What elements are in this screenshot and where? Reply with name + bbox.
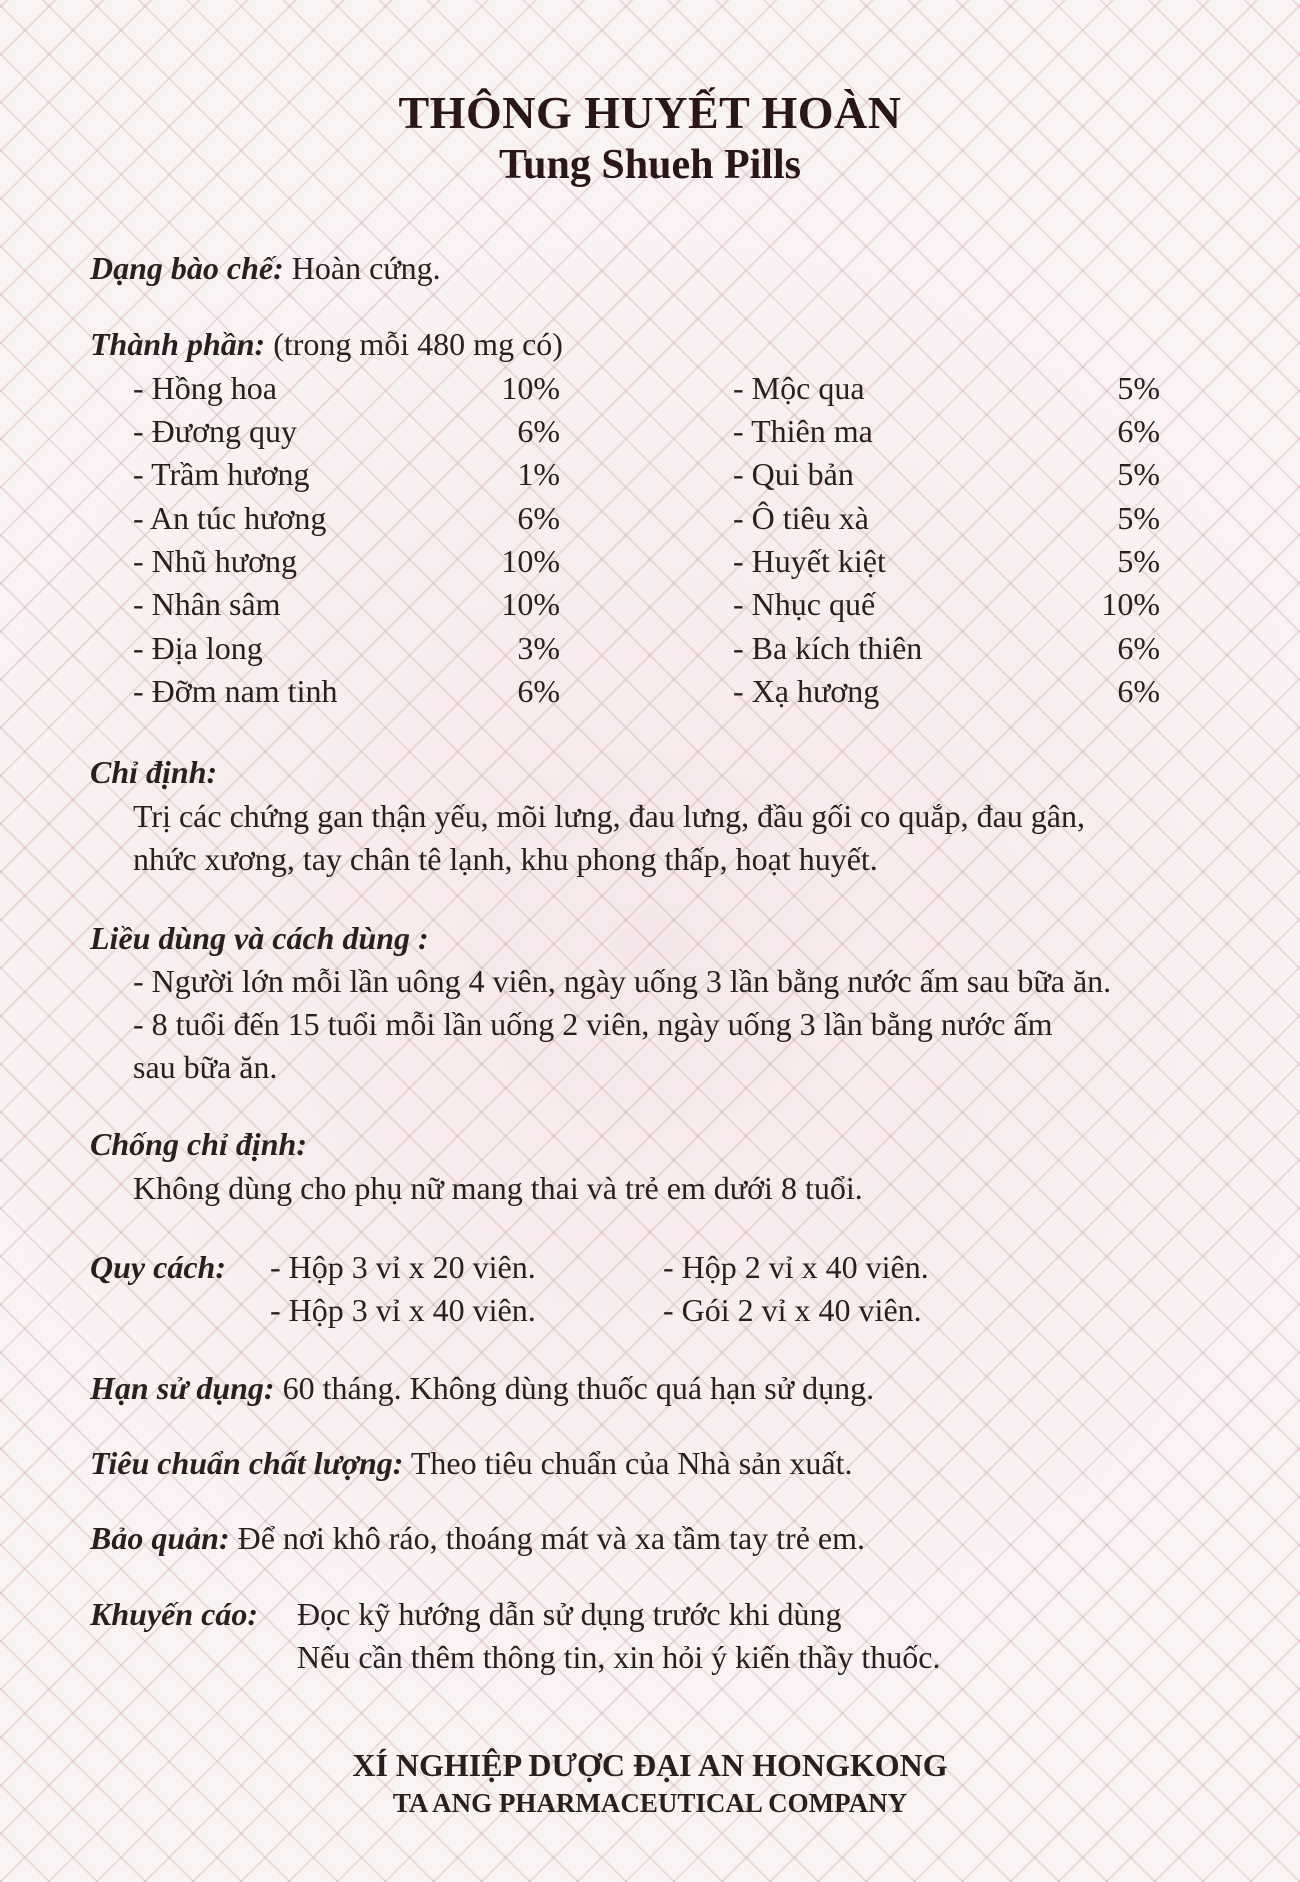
ingredient-name: - Xạ hương: [733, 673, 880, 709]
dosage-form-value: Hoàn cứng.: [291, 250, 441, 286]
ingredient-percent: 6%: [517, 673, 560, 709]
ingredient-name: - Ô tiêu xà: [733, 500, 869, 536]
ingredient-percent: 5%: [1117, 500, 1160, 536]
packaging-item: - Hộp 3 vỉ x 20 viên.: [270, 1249, 536, 1285]
ingredient-percent: 10%: [501, 586, 560, 622]
dosage-text-line: - 8 tuổi đến 15 tuổi mỗi lần uống 2 viên, ngày uống 3 lần bằng nước ấm: [133, 1006, 1053, 1042]
ingredient-name: - Qui bản: [733, 456, 854, 492]
ingredient-percent: 6%: [1117, 673, 1160, 709]
company-name-vietnamese: XÍ NGHIỆP DƯỢC ĐẠI AN HONGKONG: [352, 1747, 948, 1783]
warning-text-line: Nếu cần thêm thông tin, xin hỏi ý kiến thầy thuốc.: [297, 1639, 941, 1675]
packaging-label: Quy cách:: [90, 1249, 226, 1285]
ingredients-heading: [90, 324, 563, 364]
ingredient-name: - Trầm hương: [133, 456, 310, 492]
storage-label: Bảo quản:: [90, 1520, 230, 1556]
ingredient-name: - Nhục quế: [733, 586, 876, 622]
indication-text-line: nhức xương, tay chân tê lạnh, khu phong thấp, hoạt huyết.: [133, 841, 878, 877]
contraindication-text: Không dùng cho phụ nữ mang thai và trẻ em dưới 8 tuổi.: [133, 1170, 863, 1206]
shelf-life-label: Hạn sử dụng:: [90, 1370, 275, 1406]
indication-text-line: Trị các chứng gan thận yếu, mõi lưng, đau lưng, đầu gối co quắp, đau gân,: [133, 798, 1085, 834]
ingredients-label: Thành phần:: [90, 326, 266, 362]
storage-value: Để nơi khô ráo, thoáng mát và xa tầm tay trẻ em.: [237, 1520, 865, 1556]
ingredient-name: - Nhũ hương: [133, 543, 298, 579]
ingredient-name: - Ba kích thiên: [733, 630, 923, 666]
dosage-form-label: Dạng bào chế:: [90, 250, 284, 286]
ingredient-name: - Đương quy: [133, 413, 298, 449]
product-title: THÔNG HUYẾT HOÀN: [398, 87, 902, 138]
ingredient-percent: 6%: [517, 500, 560, 536]
ingredient-percent: 3%: [517, 630, 560, 666]
shelf-life-row: [90, 1368, 874, 1408]
ingredient-percent: 6%: [1117, 630, 1160, 666]
indication-label: Chỉ định:: [90, 754, 218, 790]
warning-text-line: Đọc kỹ hướng dẫn sử dụng trước khi dùng: [297, 1596, 842, 1632]
ingredient-name: - Mộc qua: [733, 370, 865, 406]
ingredient-name: - Huyết kiệt: [733, 543, 886, 579]
ingredient-percent: 10%: [501, 543, 560, 579]
ingredient-percent: 10%: [1101, 586, 1160, 622]
ingredients-note: (trong mỗi 480 mg có): [273, 326, 563, 362]
ingredient-percent: 5%: [1117, 543, 1160, 579]
ingredient-name: - Hồng hoa: [133, 370, 277, 406]
ingredient-name: - An túc hương: [133, 500, 327, 536]
ingredient-percent: 10%: [501, 370, 560, 406]
ingredient-name: - Đỡm nam tinh: [133, 673, 338, 709]
contraindication-label: Chống chỉ định:: [90, 1126, 307, 1162]
dosage-text-line: sau bữa ăn.: [133, 1049, 278, 1085]
ingredient-percent: 5%: [1117, 456, 1160, 492]
ingredient-percent: 5%: [1117, 370, 1160, 406]
shelf-life-value: 60 tháng. Không dùng thuốc quá hạn sử dụng.: [282, 1370, 875, 1406]
dosage-label: Liều dùng và cách dùng :: [90, 920, 429, 956]
ingredient-percent: 6%: [1117, 413, 1160, 449]
ingredient-name: - Nhân sâm: [133, 586, 281, 622]
ingredient-name: - Địa long: [133, 630, 263, 666]
ingredient-percent: 1%: [517, 456, 560, 492]
product-subtitle: Tung Shueh Pills: [499, 142, 801, 188]
packaging-item: - Gói 2 vỉ x 40 viên.: [663, 1292, 922, 1328]
quality-standard-value: Theo tiêu chuẩn của Nhà sản xuất.: [410, 1445, 853, 1481]
quality-standard-row: [90, 1443, 852, 1483]
warning-label: Khuyến cáo:: [90, 1596, 258, 1632]
quality-standard-label: Tiêu chuẩn chất lượng:: [90, 1445, 404, 1481]
packaging-item: - Hộp 2 vỉ x 40 viên.: [663, 1249, 929, 1285]
dosage-text-line: - Người lớn mỗi lần uông 4 viên, ngày uống 3 lần bằng nước ấm sau bữa ăn.: [133, 963, 1112, 999]
ingredient-percent: 6%: [517, 413, 560, 449]
company-name-english: TA ANG PHARMACEUTICAL COMPANY: [392, 1788, 908, 1818]
storage-row: [90, 1518, 865, 1558]
dosage-form-row: [90, 248, 441, 288]
ingredient-name: - Thiên ma: [733, 413, 873, 449]
packaging-item: - Hộp 3 vỉ x 40 viên.: [270, 1292, 536, 1328]
